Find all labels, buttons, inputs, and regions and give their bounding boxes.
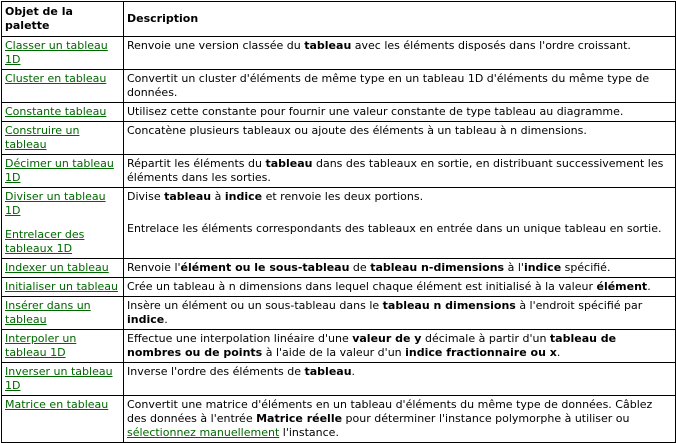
description-text: Inverse l'ordre des éléments de (127, 365, 305, 378)
bold-term: tableau (164, 190, 212, 203)
bold-term: tableau (265, 157, 313, 170)
palette-object-link[interactable]: Insérer dans un tableau (5, 299, 91, 326)
table-row (2, 259, 676, 278)
palette-object-link[interactable]: Constante tableau (5, 105, 107, 118)
palette-object-link[interactable]: Indexer un tableau (5, 261, 109, 274)
table-row (2, 122, 676, 155)
palette-object-link[interactable]: Décimer un tableau 1D (5, 157, 114, 184)
description-text: Répartit les éléments du (127, 157, 266, 170)
bold-term: tableau n-dimensions (370, 261, 505, 274)
palette-object-cell (2, 259, 124, 278)
description-text: . (164, 313, 168, 326)
table-row (2, 155, 676, 188)
palette-object-link[interactable]: Entrelacer des tableaux 1D (5, 228, 85, 255)
palette-object-link[interactable]: Matrice en tableau (5, 398, 109, 411)
palette-object-cell (2, 188, 124, 259)
table-row (2, 363, 676, 396)
palette-object-link[interactable]: Initialiser un tableau (5, 280, 119, 293)
description-text: et renvoie les deux portions. (262, 190, 424, 203)
description-text: . (556, 346, 561, 359)
bold-term: indice (523, 261, 562, 274)
palette-object-cell (2, 278, 124, 297)
bold-term: indice (224, 190, 263, 203)
description-cell (124, 278, 676, 297)
description-text: à l'aide de la valeur d'un (262, 346, 406, 359)
palette-object-cell (2, 363, 124, 396)
bold-term: tableau (304, 365, 352, 378)
inline-link[interactable]: sélectionnez manuellement (127, 426, 280, 439)
column-header-description: Description (124, 2, 676, 37)
description-text: Effectue une interpolation linéaire d'une (127, 332, 353, 345)
description-text: avec les éléments disposés dans l'ordre croissant. (351, 39, 631, 52)
palette-object-cell (2, 297, 124, 330)
table-header-row (2, 2, 676, 37)
description-text: Divise (127, 190, 165, 203)
palette-object-cell (2, 122, 124, 155)
table-row (2, 37, 676, 70)
table-row (2, 396, 676, 443)
description-cell (124, 122, 676, 155)
description-cell (124, 259, 676, 278)
table-row (2, 70, 676, 103)
palette-object-cell (2, 37, 124, 70)
table-row (2, 278, 676, 297)
description-text: l'instance. (279, 426, 339, 439)
table-row (2, 297, 676, 330)
table-row (2, 103, 676, 122)
palette-object-link[interactable]: Diviser un tableau 1D (5, 190, 106, 217)
palette-object-link[interactable]: Interpoler un tableau 1D (5, 332, 77, 359)
column-header-palette-object: Objet de la palette (2, 2, 124, 37)
description-block (127, 222, 672, 236)
description-text: dans des tableaux en sortie, en distribuant successivement les éléments dans les sorties. (127, 157, 664, 184)
table-body (2, 37, 676, 443)
description-cell (124, 330, 676, 363)
description-text: Convertit un cluster d'éléments de même type en un tableau 1D d'éléments du même type de données. (127, 72, 650, 99)
description-text: Renvoie l' (127, 261, 181, 274)
table-row (2, 330, 676, 363)
description-text: Insère un élément ou un sous-tableau dans le (127, 299, 383, 312)
description-cell (124, 363, 676, 396)
description-text: spécifié. (561, 261, 611, 274)
bold-term: tableau (304, 39, 352, 52)
description-text: de (349, 261, 371, 274)
description-text: . (647, 280, 651, 293)
bold-term: Matrice réelle (256, 412, 343, 425)
palette-object-cell (2, 330, 124, 363)
description-text: . (351, 365, 356, 378)
description-text: décimale à partir d'un (421, 332, 550, 345)
description-text: Entrelace les éléments correspondants des tableaux en entrée dans un unique tableau en sortie. (127, 222, 662, 235)
bold-term: valeur de y (352, 332, 422, 345)
description-cell (124, 103, 676, 122)
palette-object-cell (2, 103, 124, 122)
bold-term: élément (596, 280, 648, 293)
description-text: à l' (504, 261, 524, 274)
description-text: pour déterminer l'instance polymorphe à utiliser ou (342, 412, 630, 425)
bold-term: tableau n dimensions (382, 299, 516, 312)
description-cell (124, 188, 676, 259)
palette-object-link[interactable]: Classer un tableau 1D (5, 39, 108, 66)
palette-object-cell (2, 396, 124, 443)
description-cell (124, 155, 676, 188)
bold-term: tableau de nombres ou de points (127, 332, 617, 359)
palette-object-link[interactable]: Inverser un tableau 1D (5, 365, 113, 392)
description-text: Convertit une matrice d'éléments en un tableau d'éléments du même type de données. Câblez des données à l'entrée (127, 398, 653, 425)
palette-object-link[interactable]: Construire un tableau (5, 124, 80, 151)
palette-table (1, 1, 676, 443)
description-text: à (211, 190, 225, 203)
bold-term: indice fractionnaire ou x (405, 346, 557, 359)
description-cell (124, 70, 676, 103)
description-cell (124, 297, 676, 330)
palette-object-cell (2, 155, 124, 188)
table-row (2, 188, 676, 259)
description-text: à l'endroit spécifié par (515, 299, 643, 312)
bold-term: indice (127, 313, 165, 326)
description-cell (124, 37, 676, 70)
bold-term: élément ou le sous-tableau (180, 261, 350, 274)
description-text: Concatène plusieurs tableaux ou ajoute des éléments à un tableau à n dimensions. (127, 124, 587, 137)
description-text: Renvoie une version classée du (127, 39, 305, 52)
description-text: Utilisez cette constante pour fournir une valeur constante de type tableau au diagramme. (127, 105, 624, 118)
description-cell (124, 396, 676, 443)
palette-object-cell (2, 70, 124, 103)
description-text: Crée un tableau à n dimensions dans lequel chaque élément est initialisé à la valeur (127, 280, 597, 293)
palette-object-link[interactable]: Cluster en tableau (5, 72, 107, 85)
